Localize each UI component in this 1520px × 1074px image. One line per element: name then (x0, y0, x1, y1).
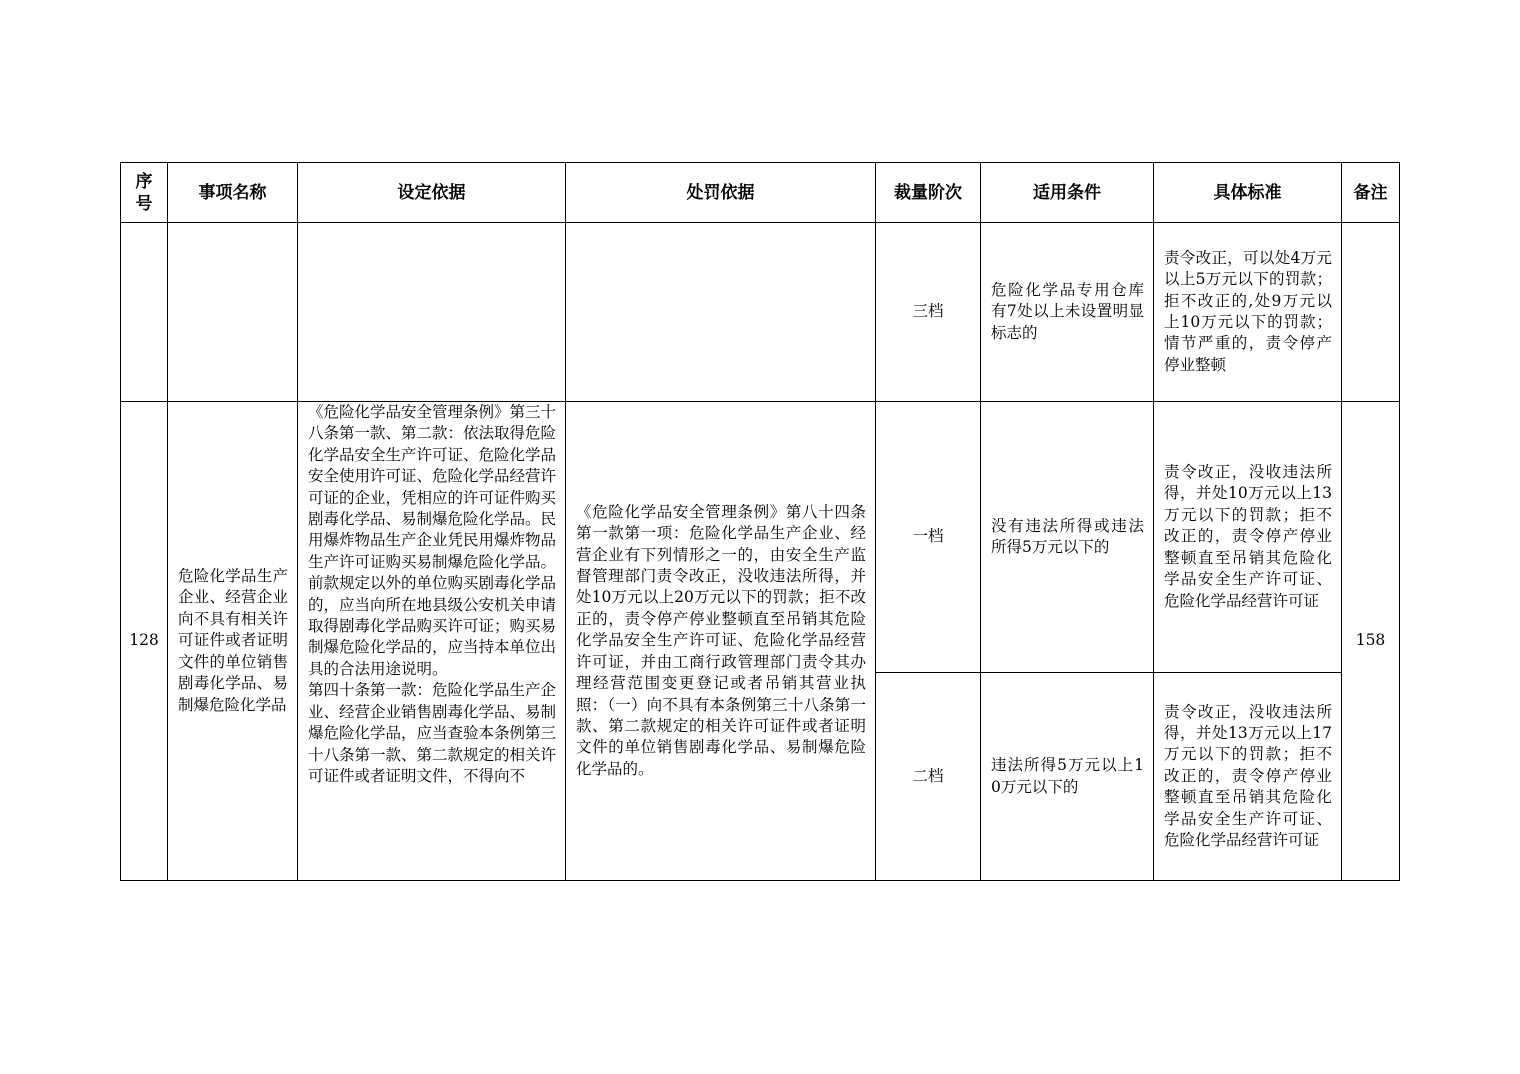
row-128-level-1-standard-cell (1154, 402, 1342, 673)
continued-standard-cell (1154, 223, 1342, 402)
row-128-basis-paragraph-2: 前款规定以外的单位购买剧毒化学品的，应当向所在地县级公安机关申请取得剧毒化学品购买许可证；购买易制爆危险化学品的，应当持本单位出具的合法用途说明。 (308, 574, 557, 678)
row-128-basis-paragraph-1: 《危险化学品安全管理条例》第三十八条第一款、第二款：依法取得危险化学品安全生产许可证、危险化学品安全使用许可证、危险化学品经营许可证的企业，凭相应的许可证件购买剧毒化学品、易制爆危险化学品。民用爆炸物品生产企业凭民用爆炸物品生产许可证购买易制爆危险化学品。 (308, 403, 557, 571)
header-conditions: 适用条件 (981, 163, 1154, 223)
continued-condition-cell (981, 223, 1154, 402)
continued-seq-cell (121, 223, 168, 402)
row-128-penalty-text: 《危险化学品安全管理条例》第八十四条第一款第一项：危险化学品生产企业、经营企业有下列情形之一的，由安全生产监督管理部门责令改正，没收违法所得，并处10万元以上20万元以下的罚款；拒不改正的，责令停产停业整顿直至吊销其危险化学品安全生产许可证、危险化学品经营许可证，并由工商行政管理部门责令其办理经营范围变更登记或者吊销其营业执照：（一）向不具有本条例第三十八条第一款、第二款规定的相关许可证件或者证明文件的单位销售剧毒化学品、易制爆危险化学品的。 (576, 502, 866, 778)
header-row (121, 163, 1400, 223)
continued-basis-cell (298, 223, 566, 402)
row-128-basis-cell (298, 402, 566, 881)
row-128-level-2-condition-text: 违法所得5万元以上10万元以下的 (991, 756, 1144, 796)
row-128-level-2-condition-cell (981, 673, 1154, 881)
header-seq-char-2: 号 (135, 193, 153, 214)
row-128-seq-cell: 128 (121, 402, 168, 881)
row-128-level-1-cell: 一档 (876, 402, 981, 673)
row-128-level-2-cell: 二档 (876, 673, 981, 881)
header-standard: 具体标准 (1154, 163, 1342, 223)
penalty-discretion-table (120, 162, 1400, 881)
row-128-basis-paragraph-3: 第四十条第一款：危险化学品生产企业、经营企业销售剧毒化学品、易制爆危险化学品，应当查验本条例第三十八条第一款、第二款规定的相关许可证件或者证明文件，不得向不 (308, 681, 557, 785)
row-128-name-cell (168, 402, 298, 881)
continued-condition-text: 危险化学品专用仓库有7处以上未设置明显标志的 (991, 280, 1144, 342)
row-128-name-text: 危险化学品生产企业、经营企业向不具有相关许可证件或者证明文件的单位销售剧毒化学品、易制爆危险化学品 (178, 567, 288, 714)
header-seq (121, 163, 168, 223)
row-128-level-1-condition-cell (981, 402, 1154, 673)
header-setting-basis: 设定依据 (298, 163, 566, 223)
row-128-penalty-cell (566, 402, 876, 881)
continued-standard-text: 责令改正，可以处4万元以上5万元以下的罚款；拒不改正的,处9万元以上10万元以下的罚款；情节严重的，责令停产停业整顿 (1164, 248, 1332, 374)
header-item-name: 事项名称 (168, 163, 298, 223)
row-128-level-2-standard-cell (1154, 673, 1342, 881)
continued-name-cell (168, 223, 298, 402)
row-128-level-1 (121, 402, 1400, 673)
header-remark: 备注 (1342, 163, 1400, 223)
continued-row (121, 223, 1400, 402)
header-penalty-basis: 处罚依据 (566, 163, 876, 223)
continued-level-cell: 三档 (876, 223, 981, 402)
header-discretion-level: 裁量阶次 (876, 163, 981, 223)
header-seq-char-1: 序 (135, 171, 153, 192)
row-128-level-1-standard-text: 责令改正，没收违法所得，并处10万元以上13万元以下的罚款；拒不改正的，责令停产停业整顿直至吊销其危险化学品安全生产许可证、危险化学品经营许可证 (1164, 463, 1332, 610)
row-128-remark-cell: 158 (1342, 402, 1400, 881)
row-128-level-2-standard-text: 责令改正，没收违法所得，并处13万元以上17万元以下的罚款；拒不改正的，责令停产停业整顿直至吊销其危险化学品安全生产许可证、危险化学品经营许可证 (1164, 702, 1332, 850)
continued-remark-cell (1342, 223, 1400, 402)
continued-penalty-cell (566, 223, 876, 402)
row-128-level-1-condition-text: 没有违法所得或违法所得5万元以下的 (991, 516, 1144, 556)
